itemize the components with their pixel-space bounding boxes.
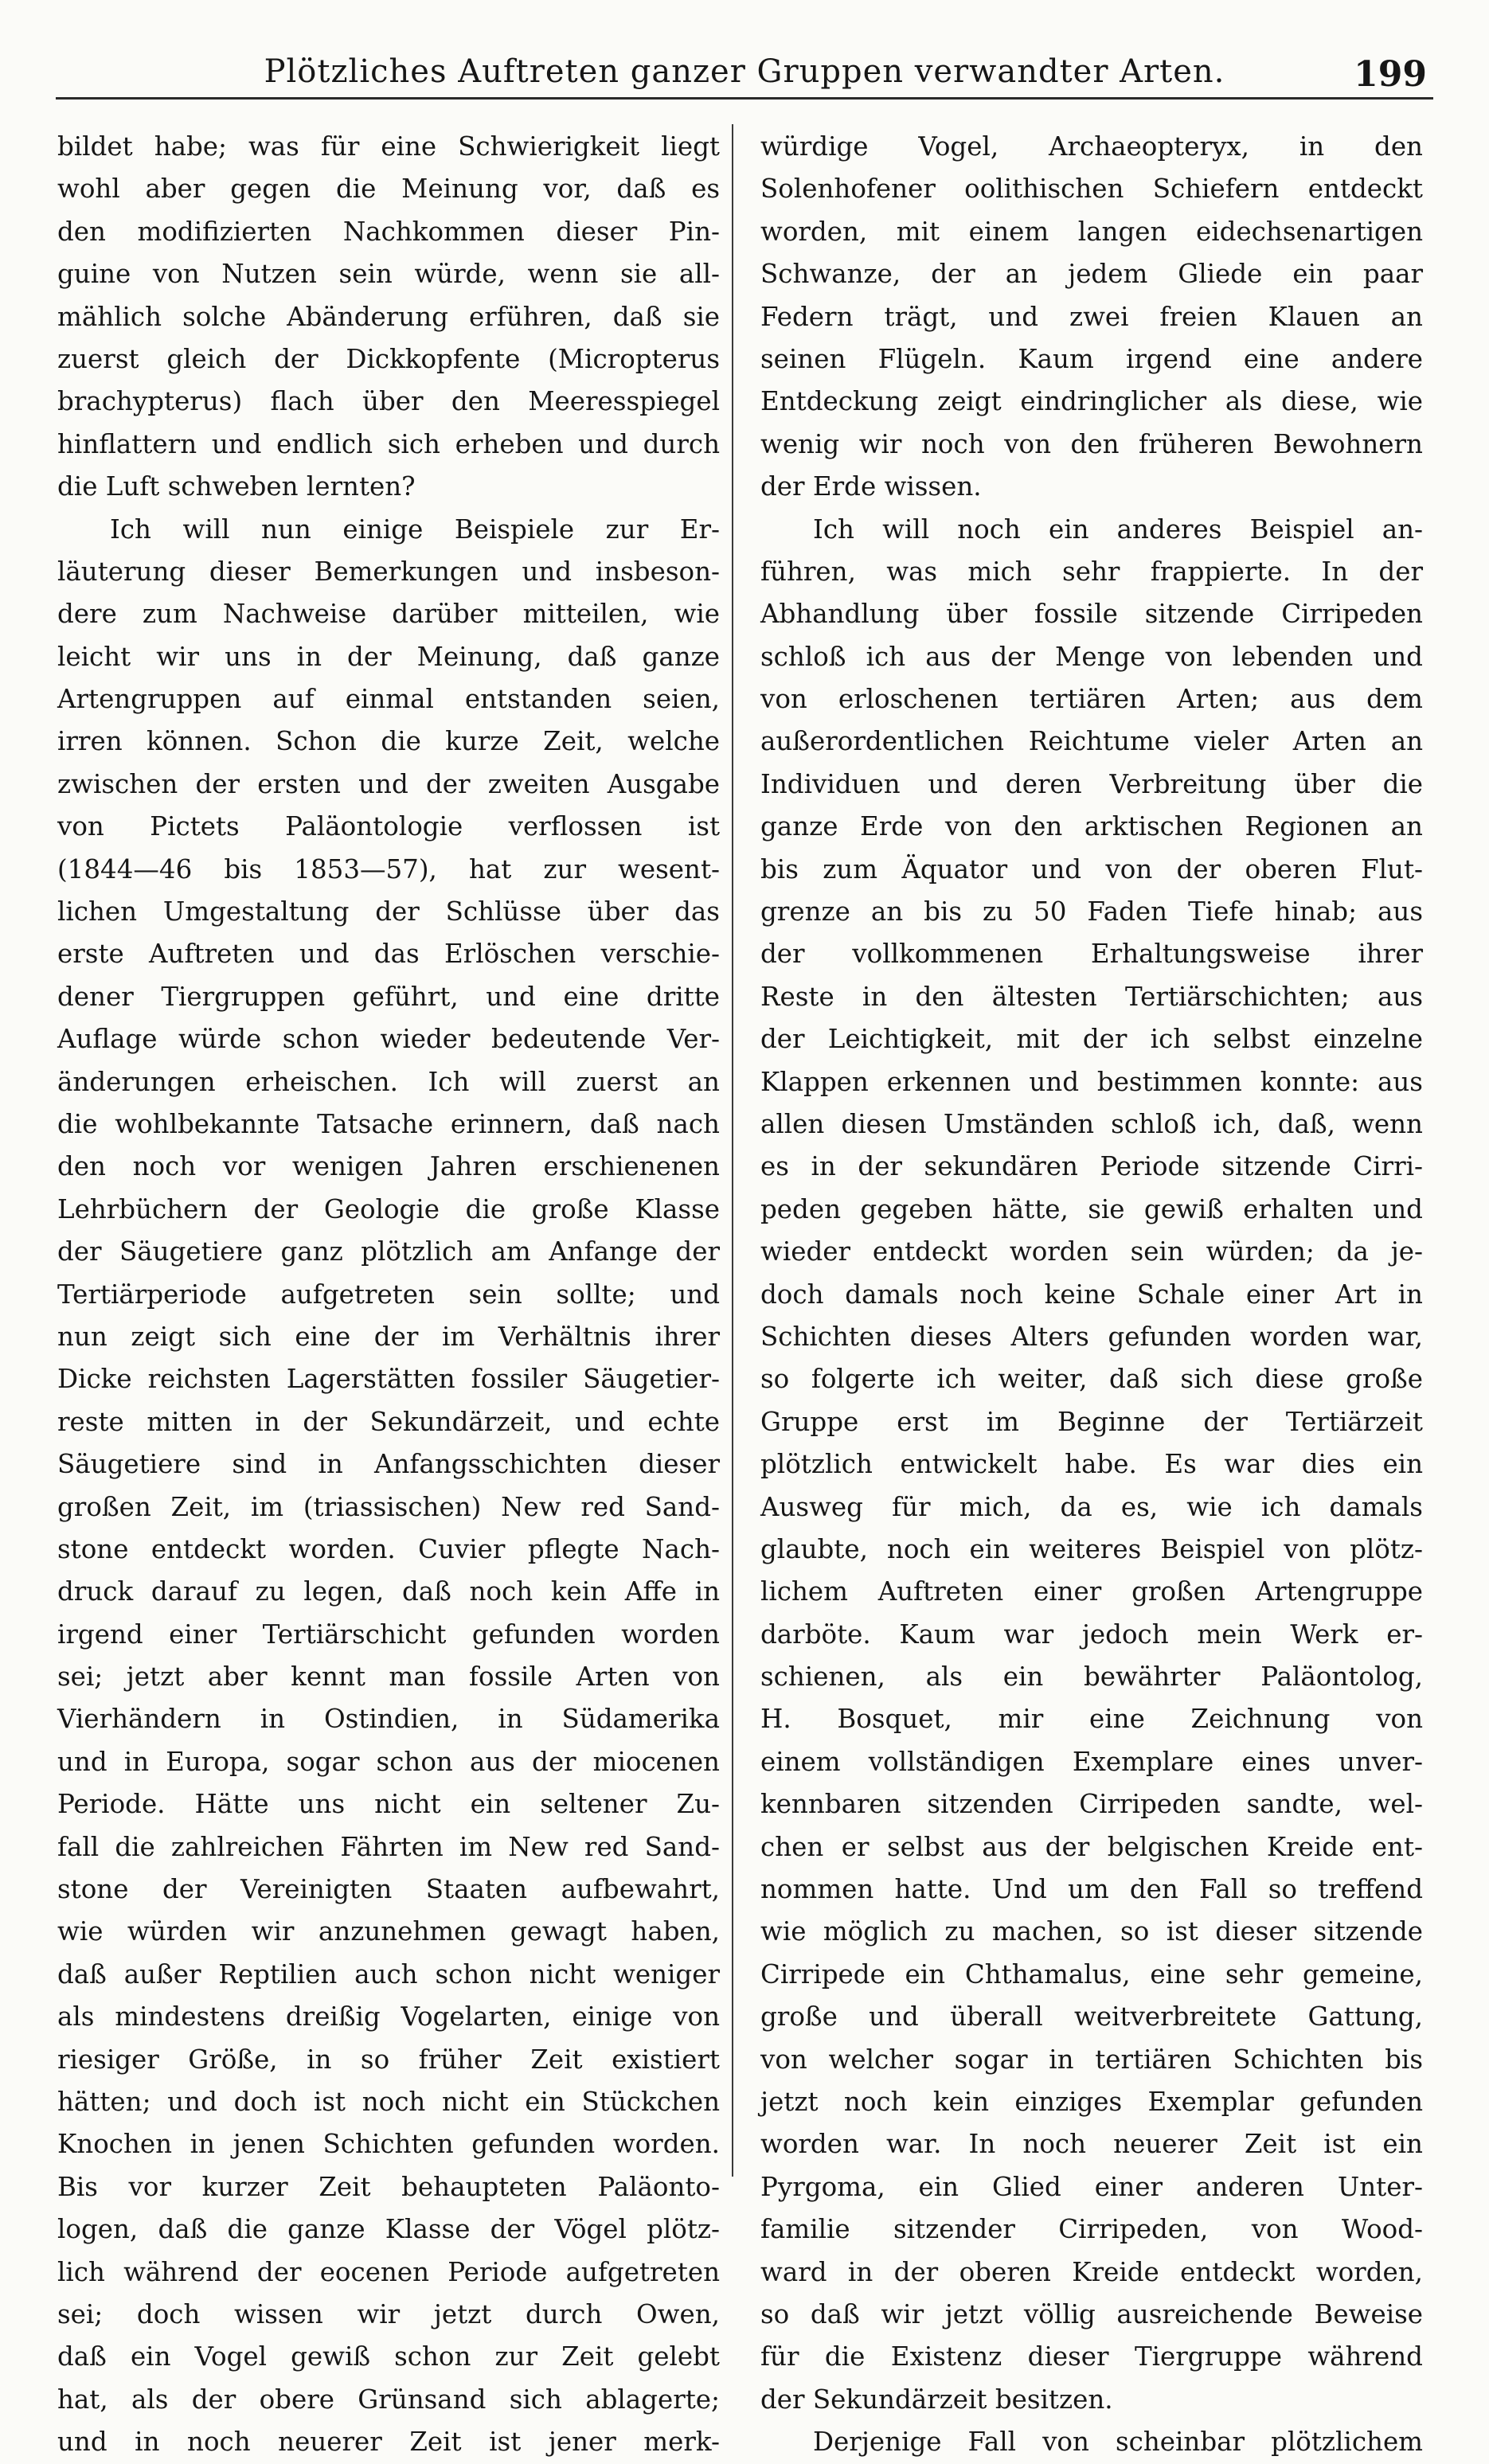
text-line: seinen Flügeln. Kaum irgend eine andere (760, 343, 1423, 374)
text-line: leicht wir uns in der Meinung, daß ganze (57, 641, 720, 672)
text-line: logen, daß die ganze Klasse der Vögel plötz- (57, 2214, 720, 2245)
text-line: Derjenige Fall von scheinbar plötzlichem (813, 2427, 1423, 2458)
text-line: Ich will nun einige Beispiele zur Er- (110, 513, 720, 545)
text-line: lichem Auftreten einer großen Artengruppe (760, 1576, 1423, 1607)
text-line: so daß wir jetzt völlig ausreichende Beweise (760, 2298, 1423, 2329)
text-line: Lehrbüchern der Geologie die große Klasse (57, 1193, 720, 1224)
text-line: wohl aber gegen die Meinung vor, daß es (57, 174, 720, 205)
text-line: darböte. Kaum war jedoch mein Werk er- (760, 1619, 1423, 1650)
running-title: Plötzliches Auftreten ganzer Gruppen verwandter Arten. (264, 53, 1225, 90)
text-line: läuterung dieser Bemerkungen und insbeson- (57, 556, 720, 587)
text-line: Klappen erkennen und bestimmen konnte: aus (760, 1066, 1423, 1097)
text-line: lich während der eocenen Periode aufgetreten (57, 2256, 720, 2287)
text-line: wieder entdeckt worden sein würden; da je- (760, 1236, 1423, 1267)
text-line: Entdeckung zeigt eindringlicher als diese, wie (760, 386, 1423, 417)
text-line: den modifizierten Nachkommen dieser Pin- (57, 216, 720, 247)
text-line: ward in der oberen Kreide entdeckt worden, (760, 2256, 1423, 2287)
text-line: der vollkommenen Erhaltungsweise ihrer (760, 939, 1423, 970)
text-line: dener Tiergruppen geführt, und eine dritte (57, 981, 720, 1012)
text-line: Solenhofener oolithischen Schiefern entdeckt (760, 174, 1423, 205)
text-line: großen Zeit, im (triassischen) New red Sand- (57, 1491, 720, 1522)
text-line: würdige Vogel, Archaeopteryx, in den (760, 131, 1423, 162)
text-line: nommen hatte. Und um den Fall so treffend (760, 1874, 1423, 1905)
text-line: Schwanze, der an jedem Gliede ein paar (760, 259, 1423, 290)
text-line: reste mitten in der Sekundärzeit, und echte (57, 1406, 720, 1437)
text-line: grenze an bis zu 50 Faden Tiefe hinab; aus (760, 896, 1423, 927)
text-line: und in noch neuerer Zeit ist jener merk- (57, 2427, 720, 2458)
text-line: von Pictets Paläontologie verflossen ist (57, 811, 720, 842)
text-line: Abhandlung über fossile sitzende Cirripeden (760, 599, 1423, 630)
text-line: der Erde wissen. (760, 471, 982, 502)
text-line: jetzt noch kein einziges Exemplar gefunden (760, 2086, 1423, 2117)
text-line: mählich solche Abänderung erführen, daß sie (57, 301, 720, 332)
text-line: Periode. Hätte uns nicht ein seltener Zu- (57, 1789, 720, 1820)
text-line: schienen, als ein bewährter Paläontolog, (760, 1662, 1423, 1693)
text-line: kennbaren sitzenden Cirripeden sandte, wel- (760, 1789, 1423, 1820)
text-line: hinflattern und endlich sich erheben und durch (57, 428, 720, 459)
text-line: sei; jetzt aber kennt man fossile Arten von (57, 1662, 720, 1693)
text-line: irgend einer Tertiärschicht gefunden worden (57, 1619, 720, 1650)
text-line: wie würden wir anzunehmen gewagt haben, (57, 1916, 720, 1947)
text-line: zwischen der ersten und der zweiten Ausgabe (57, 768, 720, 799)
text-line: der Säugetiere ganz plötzlich am Anfange der (57, 1236, 720, 1267)
text-line: große und überall weitverbreitete Gattung, (760, 2001, 1423, 2033)
text-line: worden, mit einem langen eidechsenartigen (760, 216, 1423, 247)
text-line: Artengruppen auf einmal entstanden seien, (57, 684, 720, 715)
text-line: sei; doch wissen wir jetzt durch Owen, (57, 2298, 720, 2329)
text-line: als mindestens dreißig Vogelarten, einige von (57, 2001, 720, 2033)
text-line: hat, als der obere Grünsand sich ablagerte; (57, 2384, 720, 2415)
text-line: allen diesen Umständen schloß ich, daß, wenn (760, 1108, 1423, 1139)
text-line: brachypterus) flach über den Meeresspiegel (57, 386, 720, 417)
column-rule (732, 124, 733, 2177)
text-line: doch damals noch keine Schale einer Art in (760, 1279, 1423, 1310)
text-line: Vierhändern in Ostindien, in Südamerika (57, 1704, 720, 1735)
text-line: Reste in den ältesten Tertiärschichten; aus (760, 981, 1423, 1012)
text-line: Auflage würde schon wieder bedeutende Ver- (57, 1024, 720, 1055)
text-line: die Luft schweben lernten? (57, 471, 416, 502)
text-line: den noch vor wenigen Jahren erschienenen (57, 1151, 720, 1182)
text-line: von welcher sogar in tertiären Schichten bis (760, 2044, 1423, 2075)
text-line: Bis vor kurzer Zeit behaupteten Paläonto- (57, 2171, 720, 2202)
text-line: Gruppe erst im Beginne der Tertiärzeit (760, 1406, 1423, 1437)
text-line: Säugetiere sind in Anfangsschichten dieser (57, 1449, 720, 1480)
text-line: erste Auftreten und das Erlöschen verschie- (57, 939, 720, 970)
text-line: Dicke reichsten Lagerstätten fossiler Säugetier- (57, 1364, 720, 1395)
text-line: Individuen und deren Verbreitung über die (760, 768, 1423, 799)
page-number: 199 (1354, 54, 1427, 95)
text-line: einem vollständigen Exemplare eines unver- (760, 1746, 1423, 1777)
text-line: Pyrgoma, ein Glied einer anderen Unter- (760, 2171, 1423, 2202)
text-line: Ich will noch ein anderes Beispiel an- (813, 513, 1423, 545)
text-line: ganze Erde von den arktischen Regionen an (760, 811, 1423, 842)
text-line: bildet habe; was für eine Schwierigkeit liegt (57, 131, 720, 162)
text-line: H. Bosquet, mir eine Zeichnung von (760, 1704, 1423, 1735)
text-line: daß außer Reptilien auch schon nicht weniger (57, 1958, 720, 1990)
text-line: stone entdeckt worden. Cuvier pflegte Nach- (57, 1533, 720, 1564)
text-line: Schichten dieses Alters gefunden worden war, (760, 1321, 1423, 1352)
left-column (57, 126, 720, 2463)
text-line: daß ein Vogel gewiß schon zur Zeit gelebt (57, 2341, 720, 2372)
text-line: die wohlbekannte Tatsache erinnern, daß nach (57, 1108, 720, 1139)
text-line: stone der Vereinigten Staaten aufbewahrt, (57, 1874, 720, 1905)
text-line: nun zeigt sich eine der im Verhältnis ihrer (57, 1321, 720, 1352)
text-line: dere zum Nachweise darüber mitteilen, wie (57, 599, 720, 630)
text-line: so folgerte ich weiter, daß sich diese große (760, 1364, 1423, 1395)
text-line: glaubte, noch ein weiteres Beispiel von plötz- (760, 1533, 1423, 1564)
text-line: bis zum Äquator und von der oberen Flut- (760, 853, 1423, 884)
text-line: Ausweg für mich, da es, wie ich damals (760, 1491, 1423, 1522)
text-line: von erloschenen tertiären Arten; aus dem (760, 684, 1423, 715)
text-line: wie möglich zu machen, so ist dieser sitzende (760, 1916, 1423, 1947)
text-line: zuerst gleich der Dickkopfente (Micropterus (57, 343, 720, 374)
text-line: schloß ich aus der Menge von lebenden und (760, 641, 1423, 672)
text-line: es in der sekundären Periode sitzende Cirri- (760, 1151, 1423, 1182)
text-line: führen, was mich sehr frappierte. In der (760, 556, 1423, 587)
text-line: druck darauf zu legen, daß noch kein Affe in (57, 1576, 720, 1607)
text-line: worden war. In noch neuerer Zeit ist ein (760, 2129, 1423, 2160)
text-line: Cirripede ein Chthamalus, eine sehr gemeine, (760, 1958, 1423, 1990)
text-line: peden gegeben hätte, sie gewiß erhalten und (760, 1193, 1423, 1224)
text-line: der Sekundärzeit besitzen. (760, 2384, 1113, 2415)
text-line: chen er selbst aus der belgischen Kreide ent- (760, 1831, 1423, 1862)
text-line: und in Europa, sogar schon aus der miocenen (57, 1746, 720, 1777)
text-line: (1844—46 bis 1853—57), hat zur wesent- (57, 853, 720, 884)
text-line: lichen Umgestaltung der Schlüsse über das (57, 896, 720, 927)
text-line: fall die zahlreichen Fährten im New red Sand- (57, 1831, 720, 1862)
text-line: wenig wir noch von den früheren Bewohnern (760, 428, 1423, 459)
text-line: für die Existenz dieser Tiergruppe während (760, 2341, 1423, 2372)
text-line: hätten; und doch ist noch nicht ein Stückchen (57, 2086, 720, 2117)
text-line: Tertiärperiode aufgetreten sein sollte; und (57, 1279, 720, 1310)
text-line: Federn trägt, und zwei freien Klauen an (760, 301, 1423, 332)
text-line: änderungen erheischen. Ich will zuerst an (57, 1066, 720, 1097)
text-line: familie sitzender Cirripeden, von Wood- (760, 2214, 1423, 2245)
text-line: plötzlich entwickelt habe. Es war dies ein (760, 1449, 1423, 1480)
text-line: guine von Nutzen sein würde, wenn sie all- (57, 259, 720, 290)
right-column (760, 126, 1423, 2463)
text-line: riesiger Größe, in so früher Zeit existiert (57, 2044, 720, 2075)
text-line: irren können. Schon die kurze Zeit, welche (57, 726, 720, 757)
text-line: außerordentlichen Reichtume vieler Arten an (760, 726, 1423, 757)
text-line: Knochen in jenen Schichten gefunden worden. (57, 2129, 720, 2160)
text-line: der Leichtigkeit, mit der ich selbst einzelne (760, 1024, 1423, 1055)
running-head (56, 49, 1433, 100)
